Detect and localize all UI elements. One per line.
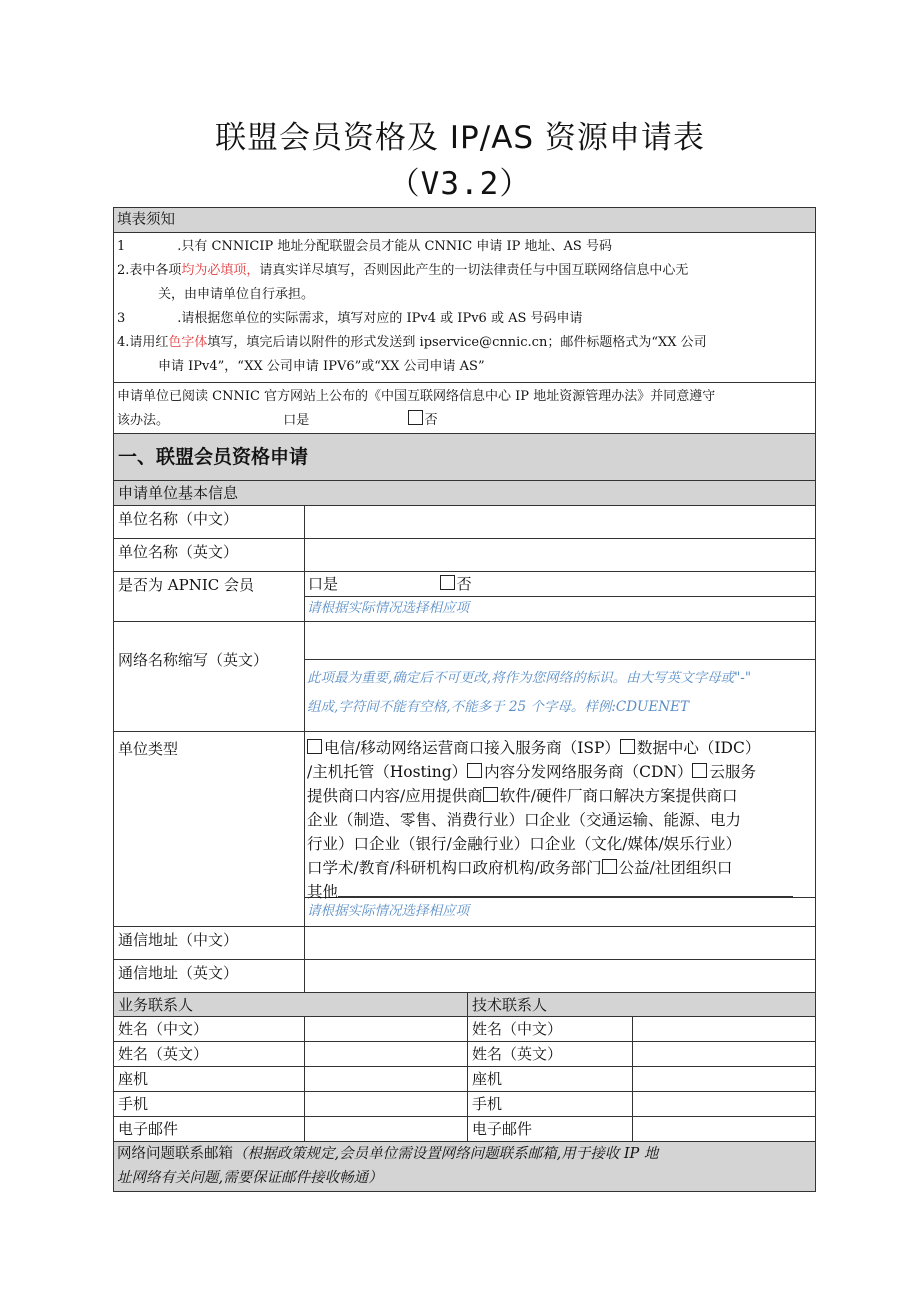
org-type-hint: 请根据实际情况选择相应项 — [307, 903, 469, 919]
tech-phone-label: 座机 — [467, 1067, 632, 1091]
isp-checkbox[interactable] — [307, 739, 322, 754]
application-form — [113, 207, 816, 1192]
apnic-yes-option[interactable]: 口是 — [308, 575, 339, 593]
agreement-yes-option[interactable]: 口是 — [283, 413, 310, 428]
addr-cn-label: 通信地址（中文） — [118, 931, 239, 949]
notice-item-2: 2.表中各项均为必填项，请真实详尽填写，否则因此产生的一切法律责任与中国互联网络信息中心无 — [117, 263, 689, 278]
biz-mobile-label: 手机 — [118, 1095, 149, 1113]
abuse-mailbox-row[interactable] — [113, 1142, 816, 1192]
apnic-label: 是否为 APNIC 会员 — [118, 576, 254, 594]
idc-checkbox[interactable] — [620, 739, 635, 754]
addr-en-label: 通信地址（英文） — [118, 964, 239, 982]
addr-en-input[interactable] — [304, 960, 815, 992]
biz-name-en-label: 姓名（英文） — [118, 1045, 209, 1063]
tech-email-label: 电子邮件 — [467, 1117, 632, 1141]
notice-item-2-cont: 关，由申请单位自行承担。 — [158, 287, 315, 302]
notice-item-4-cont: 申请 IPv4”，“XX 公司申请 IPV6”或“XX 公司申请 AS” — [158, 359, 485, 374]
netname-label: 网络名称缩写（英文） — [118, 651, 269, 669]
row-netname — [113, 622, 816, 732]
notice-item-4: 4.请用红色字体填写，填完后请以附件的形式发送到 ipservice@cnnic.cn；邮件标题格式为“XX 公司 — [117, 335, 707, 350]
row-addr-en — [113, 960, 816, 993]
biz-email-label: 电子邮件 — [118, 1120, 179, 1138]
biz-name-cn-label: 姓名（中文） — [118, 1020, 209, 1038]
biz-phone-label: 座机 — [118, 1070, 149, 1088]
row-apnic — [113, 572, 816, 622]
name-en-label: 单位名称（英文） — [118, 543, 239, 561]
tech-email-input[interactable] — [632, 1117, 815, 1141]
tech-contact-header: 技术联系人 — [467, 993, 815, 1016]
form-title: 联盟会员资格及 IP/AS 资源申请表 — [215, 120, 705, 156]
tech-mobile-label: 手机 — [467, 1092, 632, 1116]
org-type-label: 单位类型 — [118, 740, 179, 758]
contact-row — [113, 1017, 816, 1042]
tech-phone-input[interactable] — [632, 1067, 815, 1091]
contact-row — [113, 1067, 816, 1092]
agreement-block — [113, 383, 816, 434]
addr-cn-input[interactable] — [304, 927, 815, 959]
agreement-line-1: 申请单位已阅读 CNNIC 官方网站上公布的《中国互联网络信息中心 IP 地址资源管理办法》并同意遵守 — [117, 389, 716, 404]
abuse-note-1: （根据政策规定,会员单位需设置网络问题联系邮箱,用于接收 IP 地 — [233, 1146, 659, 1162]
business-contact-header: 业务联系人 — [118, 996, 194, 1014]
notice-body — [113, 233, 816, 383]
notice-item-1: 1 .只有 CNNICIP 地址分配联盟会员才能从 CNNIC 申请 IP 地址、AS 号码 — [117, 239, 612, 254]
tech-name-en-input[interactable] — [632, 1042, 815, 1066]
tech-name-cn-label: 姓名（中文） — [467, 1017, 632, 1041]
software-checkbox[interactable] — [483, 787, 498, 802]
section-title: 一、联盟会员资格申请 — [113, 434, 816, 481]
agreement-no-checkbox[interactable] — [408, 410, 423, 425]
nonprofit-checkbox[interactable] — [602, 859, 617, 874]
netname-hint-1: 此项最为重要,确定后不可更改,将作为您网络的标识。由大写英文字母或"-" — [307, 670, 752, 686]
basic-info-header: 申请单位基本信息 — [113, 481, 816, 506]
netname-hint-2: 组成,字符间不能有空格,不能多于 25 个字母。样例:CDUENET — [307, 699, 689, 715]
apnic-no-label: 否 — [456, 575, 472, 593]
name-cn-label: 单位名称（中文） — [118, 510, 239, 528]
row-name-en — [113, 539, 816, 572]
abuse-label: 网络问题联系邮箱 — [117, 1146, 233, 1162]
form-version: （V3.2） — [388, 166, 532, 202]
row-addr-cn — [113, 927, 816, 960]
org-type-cell: 电信/移动网络运营商口接入服务商（ISP） 数据中心（IDC） /主机托管（Hosting） 内容分发网络服务商（CDN） 云服务 提供商口内容/应用提供商 软件/硬件厂商口解决方案提供商口 企业（制造、零售、消费行业）口企业（交通运输、能源、电力 行业）口企业（银行/金融行业）口企业（文化/媒体/娱乐行业） 口学术/教育/科研机构口政府机构/政务部门 公益/社团组织口 其他 请根据实际情况选择相应项 — [304, 732, 815, 926]
name-en-input[interactable] — [304, 539, 815, 571]
notice-item-3: 3 .请根据您单位的实际需求，填写对应的 IPv4 或 IPv6 或 AS 号码申请 — [117, 311, 583, 326]
netname-input[interactable] — [305, 622, 815, 660]
row-org-type — [113, 732, 816, 927]
biz-mobile-input[interactable] — [304, 1092, 467, 1116]
biz-name-en-input[interactable] — [304, 1042, 467, 1066]
row-name-cn — [113, 506, 816, 539]
contact-row — [113, 1042, 816, 1067]
tech-mobile-input[interactable] — [632, 1092, 815, 1116]
contacts-header — [113, 993, 816, 1017]
notice-header: 填表须知 — [113, 207, 816, 233]
agreement-line-2: 该办法。 口是 否 — [114, 409, 815, 433]
abuse-note-2: 址网络有关问题,需要保证邮件接收畅通） — [117, 1170, 383, 1186]
apnic-options — [304, 572, 815, 621]
tech-name-cn-input[interactable] — [632, 1017, 815, 1041]
agreement-no-label: 否 — [424, 413, 438, 428]
tech-name-en-label: 姓名（英文） — [467, 1042, 632, 1066]
other-input[interactable] — [338, 882, 793, 897]
netname-cell — [304, 622, 815, 731]
name-cn-input[interactable] — [304, 506, 815, 538]
contact-row — [113, 1117, 816, 1142]
apnic-hint: 请根据实际情况选择相应项 — [307, 600, 469, 616]
cdn-checkbox[interactable] — [467, 763, 482, 778]
apnic-no-checkbox[interactable] — [440, 575, 455, 590]
cloud-checkbox[interactable] — [692, 763, 707, 778]
biz-name-cn-input[interactable] — [304, 1017, 467, 1041]
biz-email-input[interactable] — [304, 1117, 467, 1141]
contact-row — [113, 1092, 816, 1117]
biz-phone-input[interactable] — [304, 1067, 467, 1091]
